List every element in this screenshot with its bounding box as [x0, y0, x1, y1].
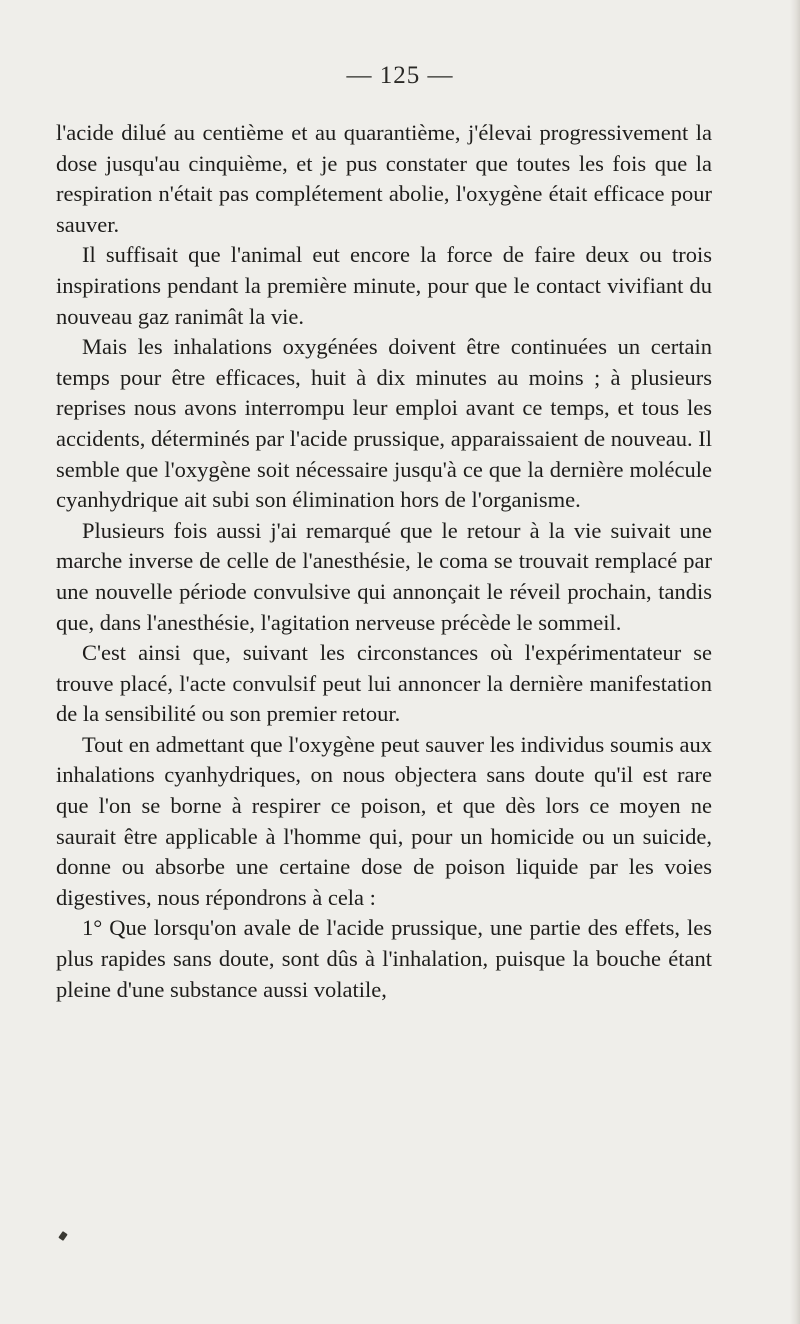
paragraph-1: l'acide dilué au centième et au quarantième, j'élevai progressivement la dose jusqu'au cinquième, et je pus constater que toutes les fois que la respiration n'était pas complétement abolie, l'oxygène était efficace pour sauver.: [56, 120, 712, 237]
paragraph-5: C'est ainsi que, suivant les circonstances où l'expérimentateur se trouve placé, l'acte convulsif peut lui annoncer la dernière manifestation de la sensibilité ou son premier retour.: [56, 640, 712, 727]
paragraph-7: 1° Que lorsqu'on avale de l'acide prussique, une partie des effets, les plus rapides sans doute, sont dûs à l'inhalation, puisque la bouche étant pleine d'une substance aussi volatile,: [56, 915, 712, 1002]
paragraph-6: Tout en admettant que l'oxygène peut sauver les individus soumis aux inhalations cyanhydriques, on nous objectera sans doute qu'il est rare que l'on se borne à respirer ce poison, et que dès lors ce moyen ne saurait être applicable à l'homme qui, pour un homicide ou un suicide, donne ou absorbe une certaine dose de poison liquide par les voies digestives, nous répondrons à cela :: [56, 731, 712, 910]
paragraph-3: Mais les inhalations oxygénées doivent être continuées un certain temps pour être efficaces, huit à dix minutes au moins ; à plusieurs reprises nous avons interrompu leur emploi avant ce temps, et tous les accidents, déterminés par l'acide prussique, apparaissaient de nouveau. Il semble que l'oxygène soit nécessaire jusqu'à ce que la dernière molécule cyanhydrique ait subi son élimination hors de l'organisme.: [56, 334, 712, 513]
paragraph-4: Plusieurs fois aussi j'ai remarqué que le retour à la vie suivait une marche inverse de celle de l'anesthésie, le coma se trouvait remplacé par une nouvelle période convulsive qui annonçait le réveil prochain, tandis que, dans l'anesthésie, l'agitation nerveuse précède le sommeil.: [56, 517, 712, 635]
page-edge-shadow: [790, 0, 800, 1324]
paragraph-2: Il suffisait que l'animal eut encore la force de faire deux ou trois inspirations pendant la première minute, pour que le contact vivifiant du nouveau gaz ranimât la vie.: [56, 242, 712, 329]
ink-speck: [58, 1231, 68, 1241]
page-number: — 125 —: [346, 62, 454, 89]
body-text: [56, 118, 712, 1005]
